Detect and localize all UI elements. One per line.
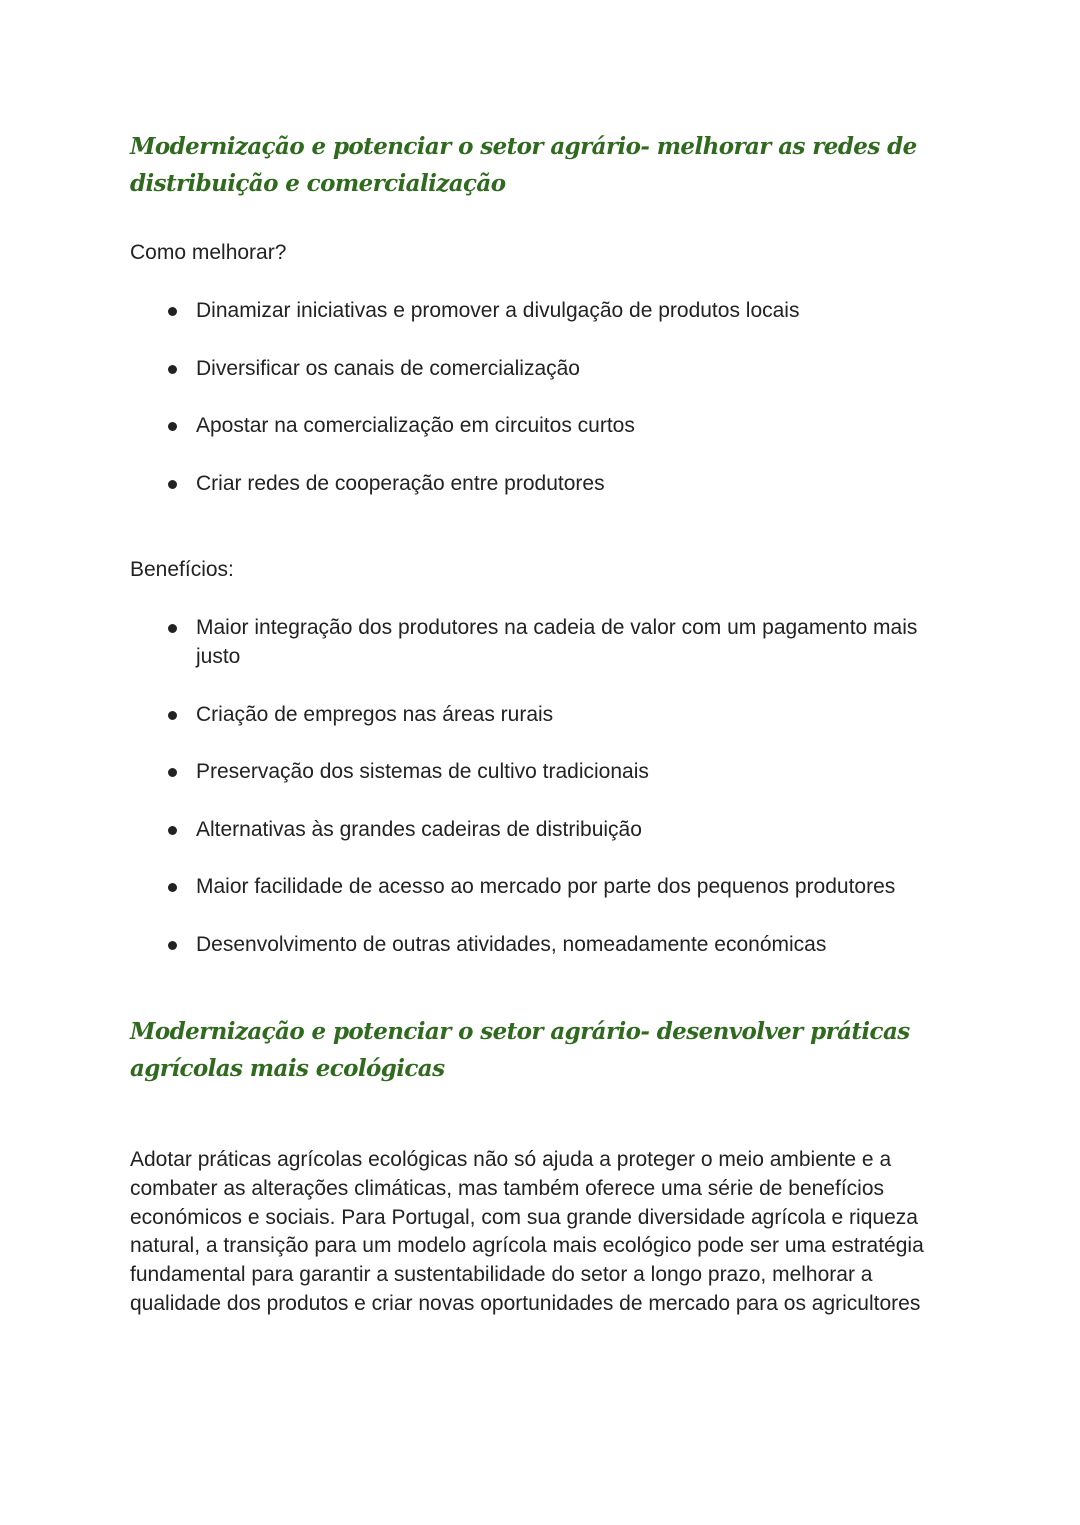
- bullet-icon: [168, 624, 177, 633]
- list-item-text: Maior facilidade de acesso ao mercado por parte dos pequenos produtores: [196, 875, 896, 898]
- bullet-icon: [168, 768, 177, 777]
- list-item-text: Desenvolvimento de outras atividades, nomeadamente económicas: [196, 932, 827, 956]
- list-item: [130, 411, 960, 440]
- bullet-icon: [168, 480, 177, 489]
- bullet-icon: [168, 365, 177, 374]
- section-heading-distribution: Modernização e potenciar o setor agrário- melhorar as redes de distribuição e comercialização: [130, 133, 917, 197]
- list-item: [130, 757, 960, 786]
- bullet-icon: [168, 941, 177, 950]
- list-item-text: Criar redes de cooperação entre produtores: [196, 471, 605, 495]
- ecological-paragraph: Adotar práticas agrícolas ecológicas não só ajuda a proteger o meio ambiente e a combater as alterações climáticas, mas também oferece uma série de benefícios económicos e sociais. Para Portugal, com sua grande diversidade agrícola e riqueza natural, a transição para um modelo agrícola mais ecológico pode ser uma estratégia fundamental para garantir a sustentabilidade do setor a longo prazo, melhorar a qualidade dos produtos e criar novas oportunidades de mercado para os agricultores: [130, 1148, 924, 1315]
- list-item: [130, 815, 960, 844]
- list-item: [130, 469, 960, 498]
- benefits-list: [130, 613, 960, 987]
- list-item: [130, 296, 960, 325]
- bullet-icon: [168, 422, 177, 431]
- list-item: [130, 700, 960, 729]
- list-item: [130, 930, 960, 959]
- improvement-list: [130, 296, 960, 526]
- benefits-label: Benefícios:: [130, 558, 234, 581]
- list-item: [130, 354, 960, 383]
- how-to-improve-label: Como melhorar?: [130, 241, 287, 264]
- bullet-icon: [168, 307, 177, 316]
- list-item-text: Alternativas às grandes cadeiras de distribuição: [196, 817, 642, 841]
- list-item-text: Diversificar os canais de comercialização: [196, 356, 580, 380]
- bullet-icon: [168, 883, 177, 892]
- list-item-text: Maior integração dos produtores na cadeia de valor com um pagamento mais justo: [196, 616, 918, 668]
- list-item: [130, 613, 960, 671]
- bullet-icon: [168, 826, 177, 835]
- list-item-text: Apostar na comercialização em circuitos curtos: [196, 414, 635, 437]
- bullet-icon: [168, 711, 177, 720]
- section-heading-ecological: Modernização e potenciar o setor agrário- desenvolver práticas agrícolas mais ecológicas: [130, 1018, 910, 1082]
- list-item-text: Dinamizar iniciativas e promover a divulgação de produtos locais: [196, 299, 800, 322]
- list-item-text: Preservação dos sistemas de cultivo tradicionais: [196, 760, 649, 783]
- list-item: [130, 872, 960, 901]
- list-item-text: Criação de empregos nas áreas rurais: [196, 702, 554, 726]
